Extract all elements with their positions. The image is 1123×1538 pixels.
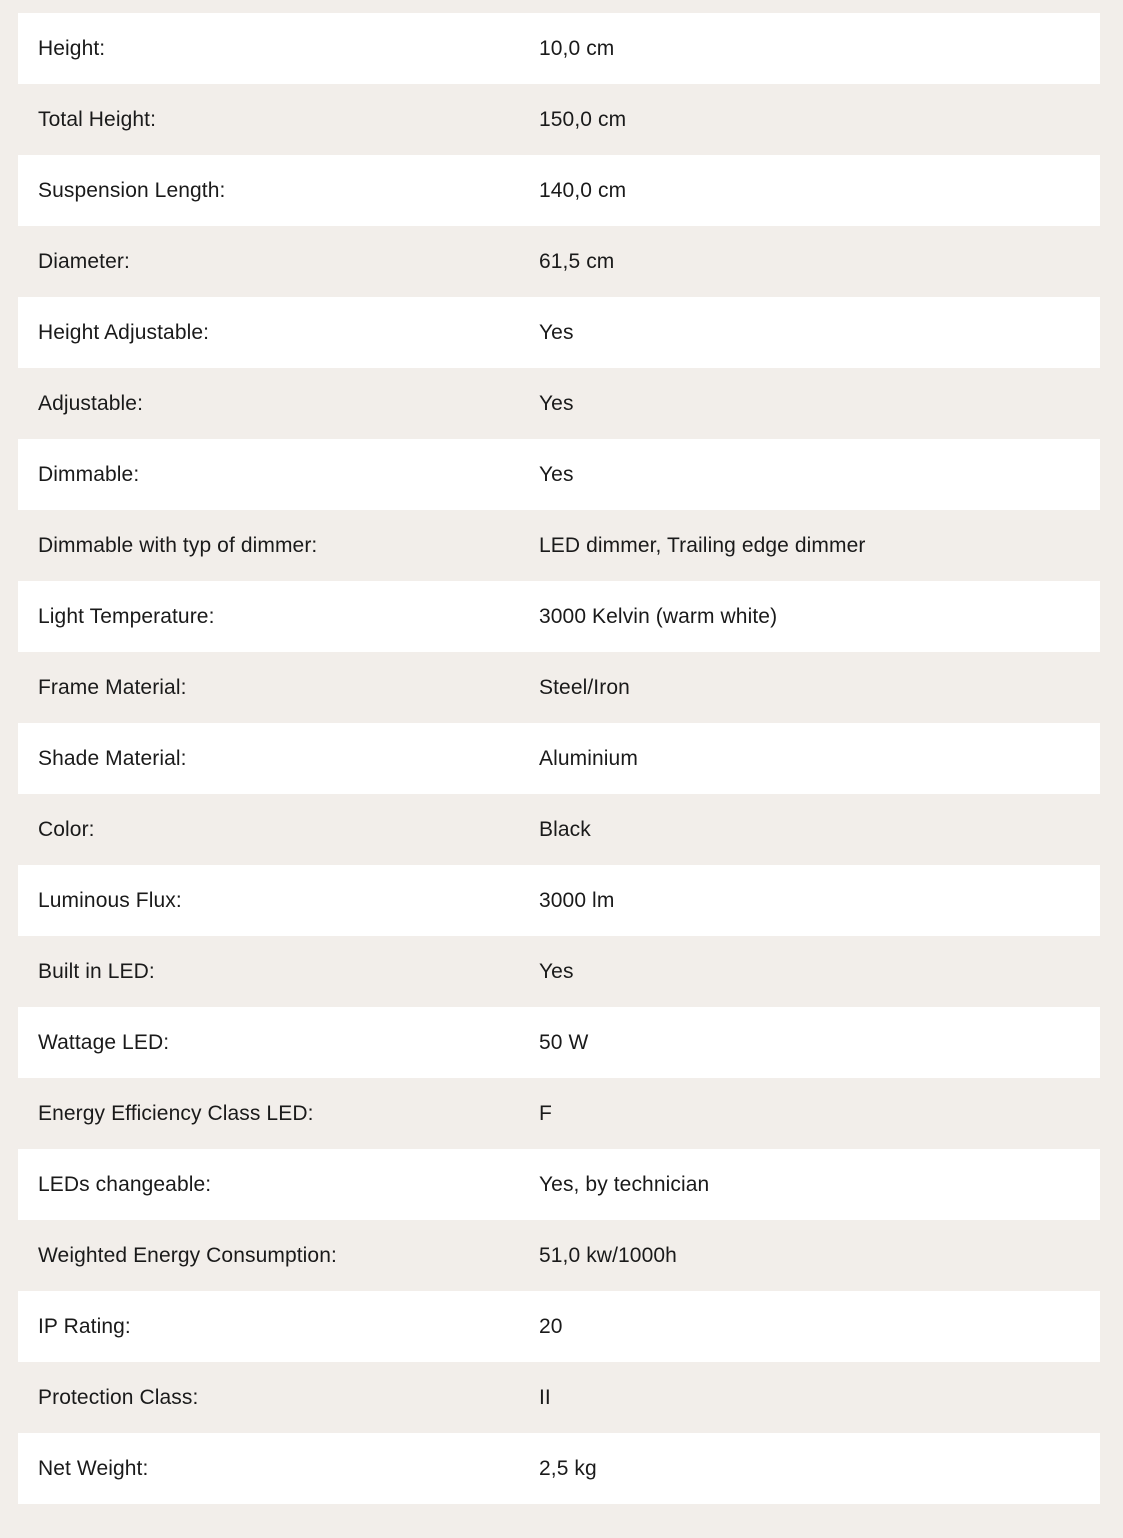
spec-row-height-adjustable xyxy=(18,297,1100,368)
spec-value: Yes xyxy=(539,391,574,415)
spec-value: F xyxy=(539,1101,552,1125)
spec-value: Yes xyxy=(539,959,574,983)
spec-value: 3000 lm xyxy=(539,888,615,912)
spec-label: Light Temperature: xyxy=(38,604,215,628)
spec-label: Suspension Length: xyxy=(38,178,226,202)
spec-row-frame-material xyxy=(18,652,1100,723)
spec-value: 51,0 kw/1000h xyxy=(539,1243,677,1267)
spec-row-protection-class xyxy=(18,1362,1100,1433)
spec-value: Yes xyxy=(539,462,574,486)
spec-value: 3000 Kelvin (warm white) xyxy=(539,604,778,628)
spec-label: Diameter: xyxy=(38,249,130,273)
spec-row-wattage-led xyxy=(18,1007,1100,1078)
spec-row-weighted-energy-consumption xyxy=(18,1220,1100,1291)
spec-value: LED dimmer, Trailing edge dimmer xyxy=(539,533,866,557)
spec-row-color xyxy=(18,794,1100,865)
spec-value: 61,5 cm xyxy=(539,249,615,273)
spec-row-luminous-flux xyxy=(18,865,1100,936)
spec-value: Yes xyxy=(539,320,574,344)
spec-label: LEDs changeable: xyxy=(38,1172,212,1196)
spec-label: Frame Material: xyxy=(38,675,187,699)
spec-row-total-height xyxy=(18,84,1100,155)
spec-label: Weighted Energy Consumption: xyxy=(38,1243,337,1267)
spec-value: Aluminium xyxy=(539,746,638,770)
spec-row-dimmable xyxy=(18,439,1100,510)
spec-label: Total Height: xyxy=(38,107,157,131)
spec-value: Yes, by technician xyxy=(539,1172,710,1196)
spec-value: Black xyxy=(539,817,591,841)
spec-label: Protection Class: xyxy=(38,1385,199,1409)
spec-label: Color: xyxy=(38,817,95,841)
spec-row-leds-changeable xyxy=(18,1149,1100,1220)
spec-value: 50 W xyxy=(539,1030,589,1054)
spec-row-energy-efficiency-class xyxy=(18,1078,1100,1149)
spec-row-diameter xyxy=(18,226,1100,297)
spec-row-height xyxy=(18,13,1100,84)
spec-label: Dimmable with typ of dimmer: xyxy=(38,533,318,557)
spec-label: Built in LED: xyxy=(38,959,155,983)
spec-label: Luminous Flux: xyxy=(38,888,182,912)
spec-label: Net Weight: xyxy=(38,1456,149,1480)
spec-value: 10,0 cm xyxy=(539,36,615,60)
spec-value: 150,0 cm xyxy=(539,107,627,131)
spec-value: 2,5 kg xyxy=(539,1456,597,1480)
spec-label: Height: xyxy=(38,36,106,60)
spec-row-ip-rating xyxy=(18,1291,1100,1362)
spec-value: 20 xyxy=(539,1314,563,1338)
spec-label: Shade Material: xyxy=(38,746,187,770)
spec-label: Height Adjustable: xyxy=(38,320,210,344)
spec-row-dimmer-type xyxy=(18,510,1100,581)
spec-value: Steel/Iron xyxy=(539,675,630,699)
spec-row-light-temperature xyxy=(18,581,1100,652)
spec-label: Wattage LED: xyxy=(38,1030,170,1054)
spec-row-adjustable xyxy=(18,368,1100,439)
spec-value: 140,0 cm xyxy=(539,178,627,202)
specifications-table xyxy=(18,13,1100,1504)
spec-label: Adjustable: xyxy=(38,391,144,415)
spec-label: Dimmable: xyxy=(38,462,140,486)
spec-row-shade-material xyxy=(18,723,1100,794)
spec-value: II xyxy=(539,1385,551,1409)
spec-label: IP Rating: xyxy=(38,1314,131,1338)
spec-row-suspension-length xyxy=(18,155,1100,226)
spec-row-net-weight xyxy=(18,1433,1100,1504)
spec-row-built-in-led xyxy=(18,936,1100,1007)
spec-label: Energy Efficiency Class LED: xyxy=(38,1101,314,1125)
